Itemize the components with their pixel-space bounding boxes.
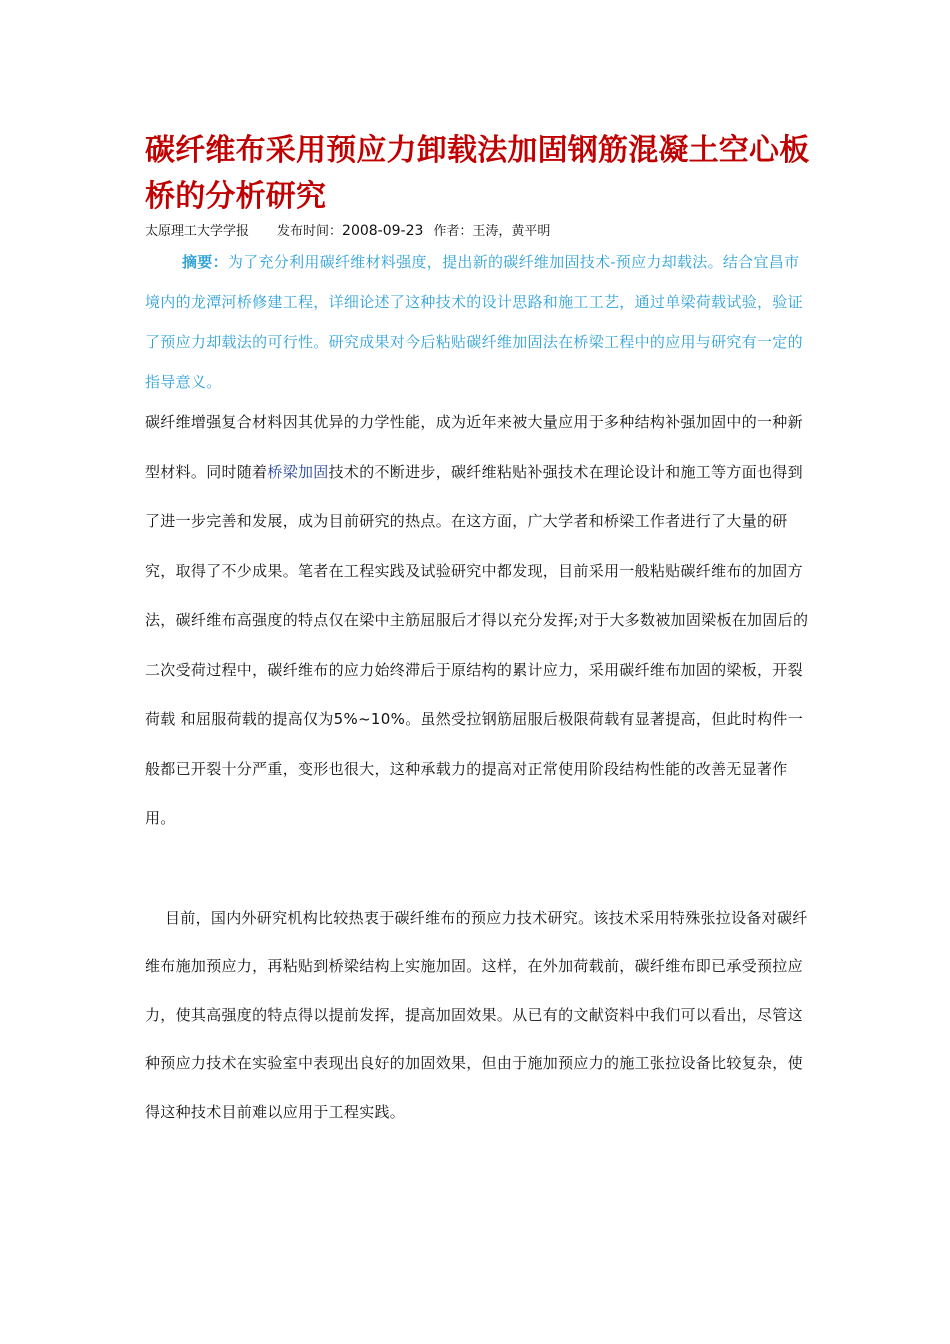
body-paragraph-1 <box>145 398 810 844</box>
article <box>145 128 810 1136</box>
date-label: 发布时间： <box>277 224 343 239</box>
abstract <box>145 242 810 402</box>
publish-date: 2008-09-23 <box>342 223 424 239</box>
abstract-label: 摘要： <box>182 253 228 271</box>
body-paragraph-2: 目前，国内外研究机构比较热衷于碳纤维布的预应力技术研究。该技术采用特殊张拉设备对碳纤维布施加预应力，再粘贴到桥梁结构上实施加固。这样，在外加荷载前，碳纤维布即已承受预拉应力，使其高强度的特点得以提前发挥，提高加固效果。从已有的文献资料中我们可以看出，尽管这种预应力技术在实验室中表现出良好的加固效果，但由于施加预应力的施工张拉设备比较复杂，使得这种技术目前难以应用于工程实践。 <box>145 908 808 1121</box>
article-source: 太原理工大学学报 <box>145 224 250 239</box>
abstract-text: 为了充分利用碳纤维材料强度，提出新的碳纤维加固技术-预应力却载法。结合宜昌市境内的龙潭河桥修建工程，详细论述了这种技术的设计思路和施工工艺，通过单梁荷载试验，验证了预应力却载法的可行性。研究成果对今后粘贴碳纤维加固法在桥梁工程中的应用与研究有一定的指导意义。 <box>145 253 803 391</box>
article-title: 碳纤维布采用预应力卸载法加固钢筋混凝土空心板桥的分析研究 <box>145 133 810 214</box>
author-label: 作者： <box>433 224 473 239</box>
article-authors: 王涛，黄平明 <box>472 224 551 239</box>
bridge-reinforcement-link[interactable]: 桥梁加固 <box>267 462 329 481</box>
para1-text-2: 技术的不断进步，碳纤维粘贴补强技术在理论设计和施工等方面也得到了进一步完善和发展，成为目前研究的热点。在这方面，广大学者和桥梁工作者进行了大量的研究，取得了不少成果。笔者在工程实践及试验研究中都发现，目前采用一般粘贴碳纤维布的加固方法，碳纤维布高强度的特点仅在梁中主筋屈服后才得以充分发挥;对于大多数被加固梁板在加固后的二次受荷过程中，碳纤维布的应力始终滞后于原结构的累计应力，采用碳纤维布加固的梁板，开裂荷载 和屈服荷载的提高仅为 <box>145 462 809 728</box>
para1-text-3: 。虽然受拉钢筋屈服后极限荷载有显著提高，但此时构件一般都已开裂十分严重，变形也很大，这种承载力的提高对正常使用阶段结构性能的改善无显著作用。 <box>145 710 803 827</box>
article-meta <box>145 221 810 242</box>
para1-text-1: 碳纤维增强复合材料因其优异的力学性能，成为近年来被大量应用于多种结构补强加固中的一种新型材料。同时随着 <box>145 413 803 481</box>
para1-percent: 5%~10% <box>333 710 406 728</box>
